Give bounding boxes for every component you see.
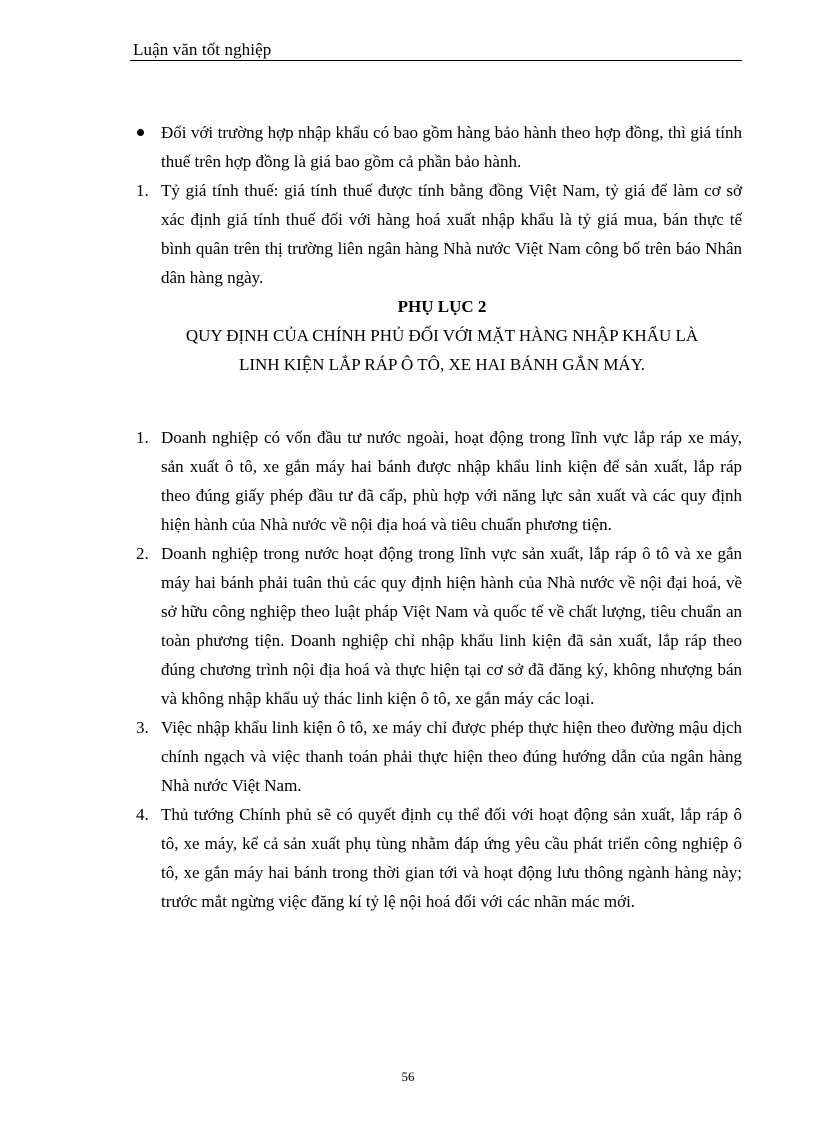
bullet-icon [137, 129, 144, 136]
list-item-number: 3. [136, 718, 149, 737]
list-item-number: 1. [136, 428, 149, 447]
list-item-text: Doanh nghiệp có vốn đầu tư nước ngoài, hoạt động trong lĩnh vực lắp ráp xe máy, sản xuất ô tô, xe gắn máy hai bánh được nhập khẩu linh kiện để sản xuất, lắp ráp theo đúng giấy phép đầu tư đã cấp, phù hợp với năng lực sản xuất và các quy định hiện hành của Nhà nước về nội địa hoá và tiêu chuẩn phương tiện. [161, 428, 742, 534]
list-item-number: 1. [136, 181, 149, 200]
list-item [132, 800, 742, 916]
list-item-text: Tỷ giá tính thuế: giá tính thuế được tính bằng đồng Việt Nam, tỷ giá để làm cơ sở xác định giá tính thuế đối với hàng hoá xuất nhập khẩu là tỷ giá mua, bán thực tế bình quân trên thị trường liên ngân hàng Nhà nước Việt Nam công bố trên báo Nhân dân hàng ngày. [161, 181, 742, 287]
header-title: Luận văn tốt nghiệp [133, 40, 272, 59]
appendix-title: PHỤ LỤC 2 [397, 297, 487, 316]
list-item [132, 176, 742, 292]
list-item [132, 713, 742, 800]
list-item-text: Doanh nghiệp trong nước hoạt động trong lĩnh vực sản xuất, lắp ráp ô tô và xe gắn máy hai bánh phải tuân thủ các quy định hiện hành của Nhà nước về nội đại hoá, về sở hữu công nghiệp theo luật pháp Việt Nam và quốc tế về chất lượng, tiêu chuẩn an toàn phương tiện. Doanh nghiệp chỉ nhập khẩu linh kiện đã sản xuất, lắp ráp theo đúng chương trình nội địa hoá và thực hiện tại cơ sở đã đăng ký, không nhượng bán và không nhập khẩu uỷ thác linh kiện ô tô, xe gắn máy các loại. [161, 544, 742, 708]
list-item [132, 539, 742, 713]
appendix-subtitle-line: QUY ĐỊNH CỦA CHÍNH PHỦ ĐỐI VỚI MẶT HÀNG NHẬP KHẨU LÀ [185, 326, 699, 345]
list-item-number: 4. [136, 805, 149, 824]
list-item-text: Thủ tướng Chính phủ sẽ có quyết định cụ thể đối với hoạt động sản xuất, lắp ráp ô tô, xe máy, kể cả sản xuất phụ tùng nhằm đáp ứng yêu cầu phát triển công nghiệp ô tô, xe gắn máy hai bánh trong thời gian tới và hoạt động lưu thông ngành hàng này; trước mắt ngừng việc đăng kí tỷ lệ nội hoá đối với các nhãn mác mới. [161, 805, 742, 911]
intro-list [132, 118, 742, 292]
regulation-list [132, 423, 742, 916]
appendix-subtitle [132, 321, 742, 379]
list-item-text: Đối với trường hợp nhập khẩu có bao gồm hàng bảo hành theo hợp đồng, thì giá tính thuế trên hợp đồng là giá bao gồm cả phần bảo hành. [161, 123, 742, 171]
page-header [130, 38, 742, 61]
appendix-subtitle-line: LINH KIỆN LẮP RÁP Ô TÔ, XE HAI BÁNH GẮN MÁY. [238, 355, 646, 374]
list-item [132, 118, 742, 176]
list-item-text: Việc nhập khẩu linh kiện ô tô, xe máy chỉ được phép thực hiện theo đường mậu dịch chính ngạch và việc thanh toán phải thực hiện theo đúng hướng dẫn của ngân hàng Nhà nước Việt Nam. [161, 718, 742, 795]
page-number: 56 [401, 1069, 415, 1084]
page-content [132, 118, 742, 916]
list-item-number: 2. [136, 544, 149, 563]
list-item [132, 423, 742, 539]
